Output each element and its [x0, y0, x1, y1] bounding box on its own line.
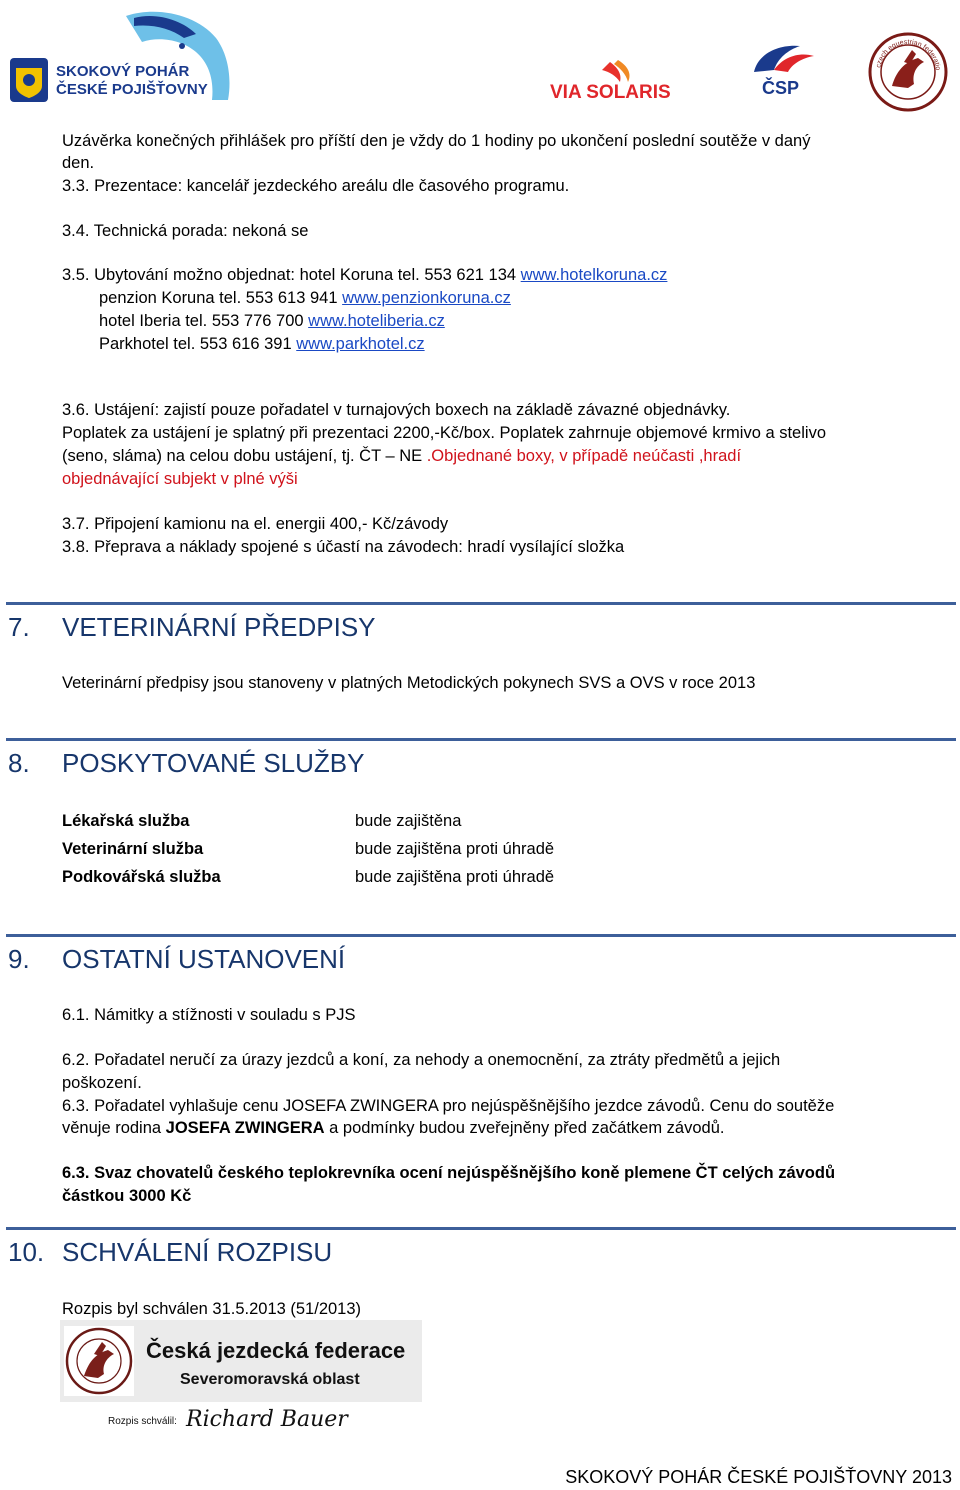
- section-number: 9.: [8, 944, 30, 974]
- text-line: Uzávěrka konečných přihlášek pro příští den je vždy do 1 hodiny po ukončení poslední soutěže v daný: [62, 132, 811, 150]
- section-title: VETERINÁRNÍ PŘEDPISY: [62, 612, 376, 642]
- text-line: 3.6. Ustájení: zajistí pouze pořadatel v turnajových boxech na základě závazné objednávky.: [62, 401, 731, 419]
- text-line: 6.3. Pořadatel vyhlašuje cenu JOSEFA ZWINGERA pro nejúspěšnějšího jezdce závodů. Cenu do soutěže: [62, 1097, 835, 1115]
- stamp-signed-label: Rozpis schválil:: [108, 1416, 177, 1427]
- text-line: Veterinární předpisy jsou stanoveny v platných Metodických pokynech SVS a OVS v roce 2013: [62, 674, 756, 692]
- text-line: 6.1. Námitky a stížnosti v souladu s PJS: [62, 1006, 356, 1024]
- service-label: Lékařská služba: [62, 812, 190, 830]
- section-number: 7.: [8, 612, 30, 642]
- stamp-title: Česká jezdecká federace: [146, 1338, 406, 1363]
- accommodation-line: [99, 288, 511, 308]
- service-value: bude zajištěna proti úhradě: [355, 840, 555, 858]
- skokovy-pohar-logo: [6, 8, 246, 104]
- text-line: Rozpis byl schválen 31.5.2013 (51/2013): [62, 1300, 362, 1318]
- service-value: bude zajištěna proti úhradě: [355, 868, 555, 886]
- text-line: částkou 3000 Kč: [62, 1187, 192, 1205]
- accommodation-text: 3.5. Ubytování možno objednat: hotel Koruna tel. 553 621 134: [62, 266, 521, 284]
- accommodation-text: penzion Koruna tel. 553 613 941: [99, 289, 343, 307]
- text-line: den.: [62, 154, 95, 172]
- stamp-subtitle: Severomoravská oblast: [180, 1371, 360, 1388]
- service-label: Veterinární služba: [62, 840, 204, 858]
- accommodation-line: [62, 265, 667, 285]
- section-title: POSKYTOVANÉ SLUŽBY: [62, 748, 365, 778]
- section-divider: [6, 1227, 956, 1230]
- stabling-warning: .Objednané boxy, v případě neúčasti ,hradí: [422, 447, 742, 465]
- section-title: SCHVÁLENÍ ROZPISU: [62, 1237, 333, 1267]
- logo-line1: SKOKOVÝ POHÁR: [56, 63, 190, 80]
- text-line: 3.3. Prezentace: kancelář jezdeckého areálu dle časového programu.: [62, 177, 570, 195]
- logo-line2: ČESKÉ POJIŠŤOVNY: [56, 81, 208, 98]
- stabling-warning: objednávající subjekt v plné výši: [62, 470, 298, 488]
- section-divider: [6, 738, 956, 741]
- csp-logo: [744, 42, 820, 98]
- hotelkoruna-link[interactable]: www.hotelkoruna.cz: [520, 266, 668, 284]
- text-line: 3.8. Přeprava a náklady spojené s účastí na závodech: hradí vysílající složka: [62, 538, 625, 556]
- text-line: poškození.: [62, 1074, 142, 1092]
- section-heading-7: [8, 612, 376, 643]
- text-line: 6.2. Pořadatel neručí za úrazy jezdců a koní, za nehody a onemocnění, za ztráty předmětů a jejich: [62, 1051, 781, 1069]
- prize-line: [62, 1118, 724, 1138]
- page-footer: SKOKOVÝ POHÁR ČESKÉ POJIŠŤOVNY 2013: [565, 1467, 952, 1487]
- service-value: bude zajištěna: [355, 812, 462, 830]
- section-divider: [6, 934, 956, 937]
- parkhotel-link[interactable]: www.parkhotel.cz: [296, 335, 425, 353]
- accommodation-line: [99, 311, 445, 331]
- section-heading-8: [8, 748, 364, 779]
- prize-name: JOSEFA ZWINGERA: [165, 1119, 325, 1137]
- via-solaris-logo: [548, 58, 680, 104]
- via-solaris-text: VIA SOLARIS: [550, 82, 671, 103]
- section-title: OSTATNÍ USTANOVENÍ: [62, 944, 346, 974]
- prize-text: a podmínky budou zveřejněny před začátkem závodů.: [324, 1119, 725, 1137]
- stabling-line: [62, 446, 741, 466]
- hoteliberia-link[interactable]: www.hoteliberia.cz: [308, 312, 445, 330]
- text-line: 3.7. Připojení kamionu na el. energii 400,- Kč/závody: [62, 515, 449, 533]
- accommodation-line: [99, 334, 425, 354]
- seal-text: czech equestrian federatio: [875, 38, 941, 71]
- accommodation-text: hotel Iberia tel. 553 776 700: [99, 312, 309, 330]
- text-line: 3.4. Technická porada: nekoná se: [62, 222, 309, 240]
- signature: Richard Bauer: [186, 1407, 348, 1432]
- section-heading-9: [8, 944, 345, 975]
- section-number: 10.: [8, 1237, 45, 1267]
- stabling-text: (seno, sláma) na celou dobu ustájení, tj. ČT – NE: [62, 447, 423, 465]
- csp-text: ČSP: [762, 78, 800, 98]
- text-line: 6.3. Svaz chovatelů českého teplokrevníka ocení nejúspěšnějšího koně plemene ČT celých závodů: [62, 1164, 836, 1182]
- accommodation-text: Parkhotel tel. 553 616 391: [99, 335, 297, 353]
- text-line: Poplatek za ustájení je splatný při prezentaci 2200,-Kč/box. Poplatek zahrnuje objemové krmivo a stelivo: [62, 424, 826, 442]
- section-heading-10: [8, 1237, 332, 1268]
- equestrian-federation-seal: [868, 32, 948, 112]
- prize-text: věnuje rodina: [62, 1119, 166, 1137]
- section-number: 8.: [8, 748, 30, 778]
- service-label: Podkovářská služba: [62, 868, 221, 886]
- approval-stamp: [60, 1320, 422, 1438]
- section-divider: [6, 602, 956, 605]
- penzionkoruna-link[interactable]: www.penzionkoruna.cz: [342, 289, 511, 307]
